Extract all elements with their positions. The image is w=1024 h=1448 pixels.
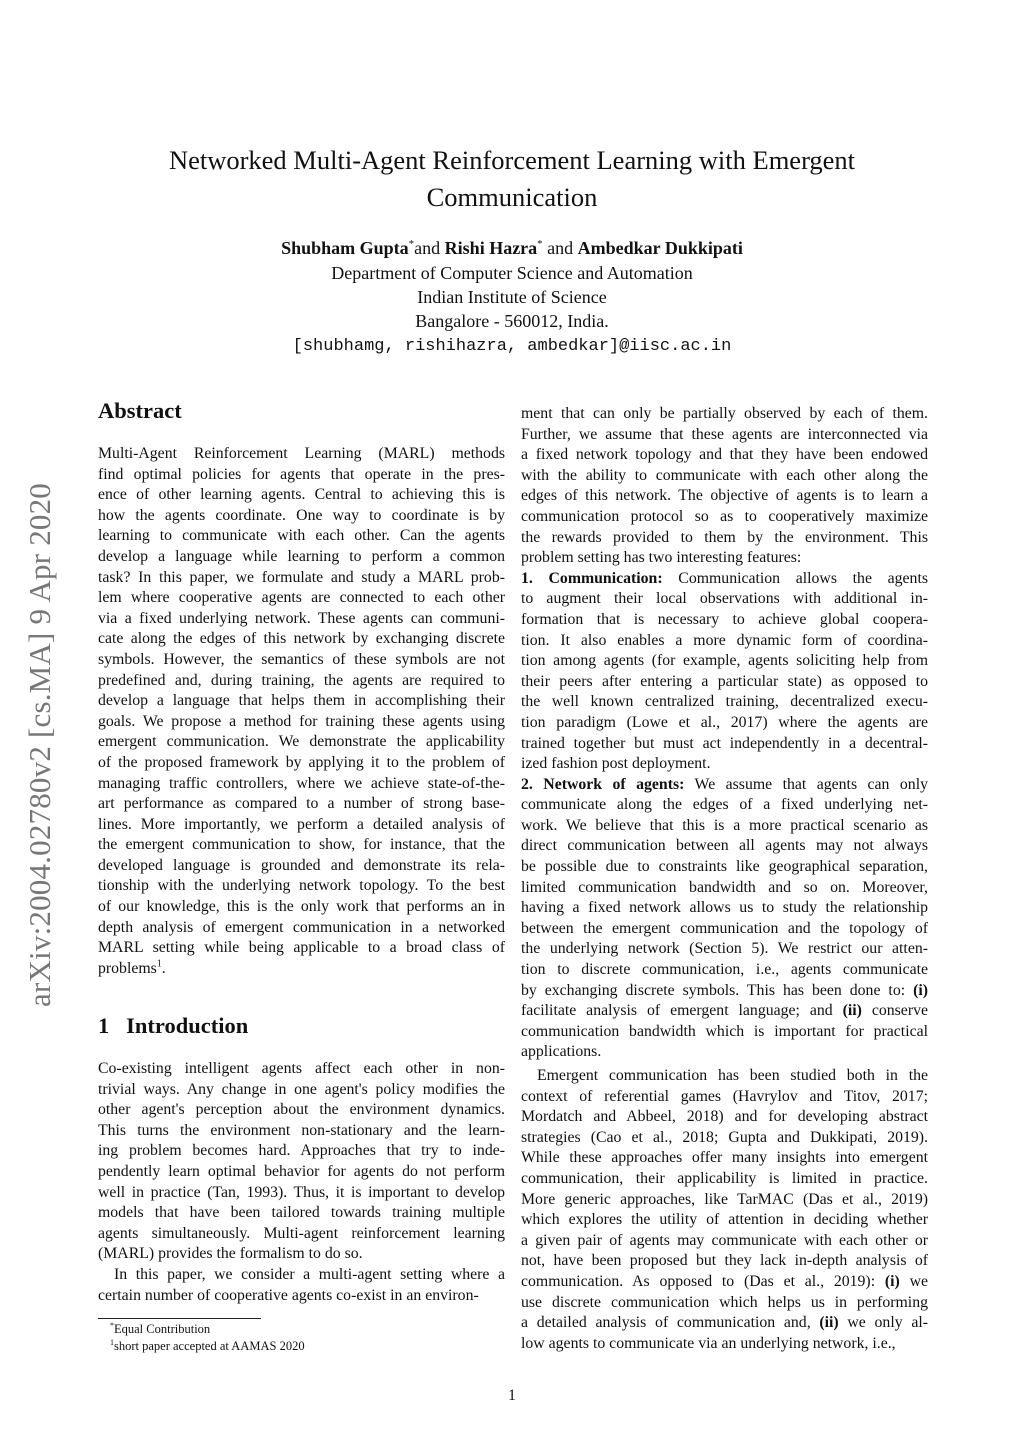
text-segment: we [899, 1272, 928, 1290]
text-line: communication bandwidth which is important for practical [521, 1022, 928, 1040]
text-line: depth analysis of emergent communication in a networked [98, 918, 505, 936]
text-line: low agents to communicate via an underlying network, i.e., [521, 1334, 896, 1352]
text-line: having a fixed network allows us to study the relationship [521, 899, 928, 917]
text-segment: we only al- [838, 1314, 928, 1332]
text-line: via a fixed underlying network. These agents can communi- [98, 609, 505, 627]
text-line: emergent communication. We demonstrate the applicability [98, 733, 505, 751]
text-line: a fixed network topology and that they have been endowed [521, 446, 928, 464]
text-line: Co-existing intelligent agents affect each other in non- [98, 1060, 505, 1077]
text-line: context of referential games (Havrylov and Titov, 2017; [521, 1087, 928, 1105]
text-line: of our knowledge, this is the only work that performs an in [98, 898, 505, 916]
text-line: Mordatch and Abbeel, 2018) and for developing abstract [521, 1108, 928, 1126]
text-segment: communication. As opposed to (Das et al., 2019): [521, 1272, 885, 1290]
text-segment: . [161, 959, 166, 977]
text-line: In this paper, we consider a multi-agent setting where a [114, 1265, 505, 1283]
text-line: predefined and, during training, the agents are required to [98, 671, 505, 689]
text-line: direct communication between all agents may not always [521, 837, 928, 855]
text-segment: by exchanging discrete symbols. This has been done to: [521, 981, 914, 999]
text-line: pendently learn optimal behavior for agents do not perform [98, 1162, 505, 1180]
text-line: cate along the edges of this network by exchanging discrete [98, 630, 505, 648]
text-line: problem setting has two interesting features: [521, 549, 802, 567]
text-line: develop a language that helps them in accomplishing their [98, 692, 505, 710]
text-line: trivial ways. Any change in one agent's policy modifies the [98, 1080, 505, 1098]
text-line: tion. It also enables a more dynamic form of coordina- [521, 631, 928, 649]
affiliation-department: Department of Computer Science and Automation [331, 263, 693, 283]
text-line: certain number of cooperative agents co-exist in an environ- [98, 1286, 479, 1304]
bold-text: (i) [913, 981, 928, 999]
author-separator: and [542, 238, 578, 258]
text-segment: conserve [861, 1002, 928, 1020]
text-line: Multi-Agent Reinforcement Learning (MARL) methods [98, 445, 505, 462]
text-line: to augment their local observations with additional in- [521, 590, 928, 608]
text-line: their peers after entering a particular state) as opposed to [521, 672, 928, 690]
text-line [521, 775, 928, 796]
text-line [521, 569, 928, 590]
text-line [521, 1001, 928, 1022]
text-line: art performance as compared to a number of strong base- [98, 795, 505, 813]
author-name: Shubham Gupta [281, 238, 409, 258]
page-number: 1 [508, 1387, 516, 1404]
text-line: which explores the utility of attention in deciding whether [521, 1211, 928, 1229]
text-segment: a detailed analysis of communication and, [521, 1314, 820, 1332]
text-line: other agent's perception about the environment dynamics. [98, 1101, 505, 1119]
text-line: learning to communicate with each other. Can the agents [98, 527, 505, 545]
footnote-reference: 1 [156, 958, 162, 970]
text-line: managing traffic controllers, where we achieve state-of-the- [98, 774, 505, 792]
bold-text: (i) [884, 1272, 900, 1290]
text-line: trained together but must act independently in a decentral- [521, 734, 928, 752]
title-line: Networked Multi-Agent Reinforcement Learning with Emergent [168, 145, 856, 175]
author-list [0, 238, 1024, 259]
text-line: While these approaches offer many insights into emergent [521, 1149, 928, 1167]
introduction-heading: 1 Introduction [98, 1013, 249, 1038]
footnote-mark: * [110, 1321, 114, 1330]
text-line: tion paradigm (Lowe et al., 2017) where the agents are [521, 713, 928, 731]
text-line: ment that can only be partially observed by each of them. [521, 405, 928, 422]
author-name: Rishi Hazra [444, 238, 538, 258]
text-line: tionship with the underlying network topology. To the best [98, 877, 505, 895]
bold-text: (ii) [842, 1002, 862, 1020]
text-line: with the ability to communicate with each other along the [521, 466, 928, 484]
text-line: the underlying network (Section 5). We restrict our atten- [521, 940, 928, 958]
text-line: developed language is grounded and demonstrate its rela- [98, 856, 505, 874]
text-line: limited communication bandwidth and so on. Moreover, [521, 878, 928, 896]
text-line: MARL setting while being applicable to a broad class of [98, 939, 505, 957]
text-line: between the emergent communication and the topology of [521, 919, 928, 937]
text-line: use discrete communication which helps us in performing [521, 1293, 928, 1311]
text-line: applications. [521, 1043, 602, 1061]
text-line: Emergent communication has been studied both in the [537, 1067, 928, 1084]
paper-title [0, 142, 1024, 216]
equal-contribution-mark: * [537, 238, 543, 250]
text-line: communicate along the edges of a fixed underlying net- [521, 796, 928, 814]
bold-text: 2. Network of agents: [521, 775, 685, 793]
text-line: a given pair of agents may communicate with each other or [521, 1231, 928, 1249]
text-line: lem where cooperative agents are connected to each other [98, 589, 505, 607]
text-line: ence of other learning agents. Central to achieving this is [98, 486, 505, 504]
text-line: tion among agents (for example, agents soliciting help from [521, 652, 928, 670]
text-line: not, have been proposed but they lack in-depth analysis of [521, 1252, 928, 1270]
text-line: strategies (Cao et al., 2018; Gupta and Dukkipati, 2019). [521, 1128, 928, 1146]
text-line [98, 959, 505, 980]
bold-text: 1. Communication: [521, 569, 663, 587]
title-line: Communication [426, 182, 598, 212]
text-line: ized fashion post deployment. [521, 755, 711, 773]
arxiv-identifier-stamp: arXiv:2004.02780v2 [cs.MA] 9 Apr 2020 [22, 482, 57, 1008]
text-line: be possible due to constraints like geographical separation, [521, 858, 928, 876]
right-column-body [521, 404, 928, 1354]
text-segment: We assume that agents can only [684, 775, 928, 793]
text-line [521, 981, 928, 1002]
text-line: communication, their applicability is limited in practice. [521, 1169, 928, 1187]
text-line: formation that is necessary to achieve global coopera- [521, 610, 928, 628]
introduction-body [98, 1059, 505, 1306]
text-line: the emergent communication to show, for instance, that the [98, 836, 505, 854]
author-separator: and [414, 238, 445, 258]
text-line: how the agents coordinate. One way to coordinate is by [98, 506, 505, 524]
text-line: This turns the environment non-stationary and the learn- [98, 1121, 505, 1139]
text-line: (MARL) provides the formalism to do so. [98, 1245, 363, 1263]
text-line [521, 1313, 928, 1334]
text-line: find optimal policies for agents that operate in the pres- [98, 465, 505, 483]
text-segment: Communication allows the agents [662, 569, 928, 587]
text-line: agents simultaneously. Multi-agent reinforcement learning [98, 1224, 505, 1242]
equal-contribution-mark: * [408, 238, 415, 250]
text-line: Further, we assume that these agents are interconnected via [521, 425, 928, 443]
text-line: work. We believe that this is a more practical scenario as [521, 816, 928, 834]
text-line: the well known centralized training, decentralized execu- [521, 693, 928, 711]
text-line: edges of this network. The objective of agents is to learn a [521, 487, 928, 505]
text-line: goals. We propose a method for training these agents using [98, 712, 505, 730]
footnote-rule [98, 1318, 261, 1319]
text-line: well in practice (Tan, 1993). Thus, it is important to develop [98, 1183, 505, 1201]
footnote-mark: 1 [110, 1338, 114, 1347]
footnote-text: Equal Contribution [114, 1322, 211, 1337]
text-line: ing problem becomes hard. Approaches that try to inde- [98, 1142, 505, 1160]
text-segment: problems [98, 959, 157, 977]
text-line: models that have been tailored towards training multiple [98, 1204, 505, 1222]
affiliation-address: Bangalore - 560012, India. [415, 311, 609, 331]
text-line: More generic approaches, like TarMAC (Das et al., 2019) [521, 1190, 928, 1208]
text-line: the rewards provided to them by the environment. This [521, 528, 928, 546]
text-line: lines. More importantly, we perform a detailed analysis of [98, 815, 505, 833]
text-line: tion to discrete communication, i.e., agents communicate [521, 961, 928, 979]
text-segment: facilitate analysis of emergent language; and [521, 1002, 843, 1020]
text-line: of the proposed framework by applying it to the problem of [98, 753, 505, 771]
text-line: develop a language while learning to perform a common [98, 547, 505, 565]
text-line: communication protocol so as to cooperatively maximize [521, 507, 928, 525]
text-line [521, 1272, 928, 1293]
abstract-heading: Abstract [98, 398, 182, 423]
abstract-body [98, 444, 505, 979]
affiliation-institute: Indian Institute of Science [417, 287, 607, 307]
text-line: symbols. However, the semantics of these symbols are not [98, 650, 505, 668]
author-emails: [shubhamg, rishihazra, ambedkar]@iisc.ac.in [292, 337, 732, 356]
author-name: Ambedkar Dukkipati [577, 238, 743, 258]
footnote-text: short paper accepted at AAMAS 2020 [114, 1339, 305, 1354]
footnote [110, 1321, 210, 1337]
text-line: task? In this paper, we formulate and study a MARL prob- [98, 568, 505, 586]
bold-text: (ii) [819, 1314, 839, 1332]
footnote [110, 1338, 305, 1354]
